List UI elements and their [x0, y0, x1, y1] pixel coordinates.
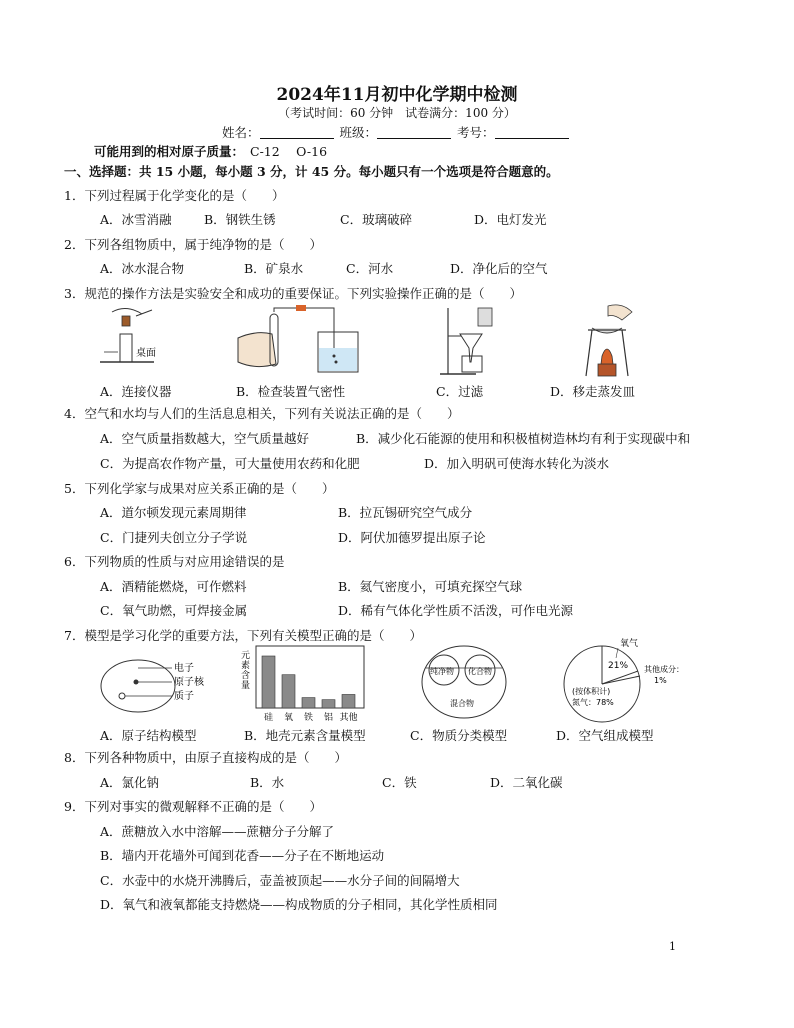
question-2-option-b: B．矿泉水 [244, 261, 304, 276]
question-4-option-b: B．减少化石能源的使用和积极植树造林均有利于实现碳中和 [356, 431, 691, 446]
test-tube [120, 334, 132, 362]
question-3-option-c: C．过滤 [436, 384, 484, 399]
question-7-stem: 7．模型是学习化学的重要方法，下列有关模型正确的是（ ） [64, 628, 422, 643]
air-label-other-pct: 1% [654, 676, 667, 685]
atom-label-proton: 质子 [174, 691, 194, 702]
question-4-option-d: D．加入明矾可使海水转化为淡水 [424, 456, 610, 471]
name-blank [260, 126, 334, 139]
question-2-option-d: D．净化后的空气 [450, 261, 548, 276]
name-label: 姓名： [222, 125, 260, 140]
hand-icon [608, 305, 632, 320]
question-4-option-a: A．空气质量指数越大，空气质量越好 [100, 431, 310, 446]
pouring-beaker [478, 308, 492, 326]
class-label-mixture: 混合物 [450, 699, 474, 708]
tripod-leg [622, 330, 628, 376]
air-composition-figure [560, 638, 688, 726]
atom-label-nucleus: 原子核 [174, 677, 204, 688]
section-heading: 一、选择题：共 15 小题，每小题 3 分，计 45 分。每小题只有一个选项是符合题意的。 [64, 164, 559, 179]
question-7-option-c: C．物质分类模型 [410, 728, 508, 743]
exam-subtitle: （考试时间：60 分钟 试卷满分：100 分） [278, 106, 516, 120]
crust-bar-1 [282, 675, 295, 708]
question-6-option-a: A．酒精能燃烧，可作燃料 [100, 579, 247, 594]
alcohol-lamp [598, 364, 616, 376]
crust-tick-label: 其他 [339, 713, 358, 723]
page-title: 2024年11月初中化学期中检测 [276, 85, 518, 105]
nucleus [119, 693, 125, 699]
rubber-tube [296, 305, 306, 311]
air-label-oxygen: 氧气 [620, 639, 639, 649]
bubble [335, 361, 338, 364]
question-1-option-d: D．电灯发光 [474, 212, 547, 227]
question-5-option-b: B．拉瓦锡研究空气成分 [338, 505, 473, 520]
airtight-check-figure [236, 304, 368, 380]
exam-number-blank [495, 126, 569, 139]
crust-element-chart [238, 644, 368, 724]
question-8-option-c: C．铁 [382, 775, 417, 790]
question-1-stem: 1．下列过程属于化学变化的是（ ） [64, 188, 285, 203]
question-2-option-a: A．冰水混合物 [100, 261, 185, 276]
question-1-option-b: B．钢铁生锈 [204, 212, 276, 227]
question-7-option-d: D．空气组成模型 [556, 728, 654, 743]
hand-outline [112, 308, 142, 314]
crust-ylabel-char: 量 [241, 681, 251, 691]
question-4-stem: 4．空气和水均与人们的生活息息相关，下列有关说法正确的是（ ） [64, 406, 460, 421]
filtration-figure [436, 304, 498, 380]
crust-tick-label: 铝 [323, 713, 334, 723]
air-label-other: 其他成分： [644, 665, 684, 674]
question-9-option-c: C．水壶中的水烧开沸腾后，壶盖被顶起——水分子间的间隔增大 [100, 873, 460, 888]
question-3-stem: 3．规范的操作方法是实验安全和成功的重要保证。下列实验操作正确的是（ ） [64, 286, 522, 301]
evaporating-dish-figure [578, 302, 638, 380]
crust-tick-label: 硅 [263, 713, 274, 723]
question-1-option-c: C．玻璃破碎 [340, 212, 413, 227]
class-label-pure: 纯净物 [430, 667, 454, 676]
question-8-option-d: D．二氧化碳 [490, 775, 563, 790]
desk-label: 桌面 [136, 348, 156, 359]
tripod-leg [586, 330, 592, 376]
student-info [222, 123, 571, 141]
question-6-option-c: C．氧气助燃，可焊接金属 [100, 603, 248, 618]
delivery-tube [274, 308, 334, 348]
question-8-option-a: A．氯化钠 [100, 775, 160, 790]
question-5-option-d: D．阿伏加德罗提出原子论 [338, 530, 486, 545]
question-5-option-a: A．道尔顿发现元素周期律 [100, 505, 247, 520]
crust-ylabel-char: 含 [241, 671, 251, 681]
class-label: 班级： [339, 125, 378, 140]
crust-bar-2 [302, 698, 315, 708]
question-3-option-d: D．移走蒸发皿 [550, 384, 636, 399]
water [319, 348, 357, 371]
air-label-note: (按体积计) [572, 687, 611, 696]
atom-model-figure [98, 646, 204, 724]
crust-ylabel-char: 元 [241, 651, 251, 661]
crust-bar-4 [342, 694, 355, 708]
question-6-option-b: B．氦气密度小，可填充探空气球 [338, 579, 523, 594]
question-8-stem: 8．下列各种物质中，由原子直接构成的是（ ） [64, 750, 347, 765]
atom-label-electron: 电子 [174, 663, 194, 674]
question-5-stem: 5．下列化学家与成果对应关系正确的是（ ） [64, 481, 335, 496]
question-8-option-b: B．水 [250, 775, 285, 790]
question-9-option-a: A．蔗糖放入水中溶解——蔗糖分子分解了 [100, 824, 335, 839]
bubble [333, 355, 336, 358]
question-5-option-c: C．门捷列夫创立分子学说 [100, 530, 248, 545]
atomic-mass-label: 可能用到的相对原子质量： [94, 144, 245, 159]
question-9-option-b: B．墙内开花墙外可闻到花香——分子在不断地运动 [100, 848, 385, 863]
atomic-mass-values: C-12 O-16 [250, 144, 328, 159]
atomic-mass-line [94, 142, 327, 160]
funnel [460, 334, 482, 362]
question-9-option-d: D．氧气和液氧都能支持燃烧——构成物质的分子相同，其化学性质相同 [100, 897, 498, 912]
rubber-stopper [122, 316, 130, 326]
air-label-nitrogen: 氮气：78% [572, 698, 614, 707]
question-7-option-b: B．地壳元素含量模型 [244, 728, 366, 743]
question-3-option-b: B．检查装置气密性 [236, 384, 346, 399]
question-7-option-a: A．原子结构模型 [100, 728, 197, 743]
crust-tick-label: 氧 [283, 713, 294, 723]
crust-ylabel-char: 素 [241, 661, 251, 671]
question-3-option-a: A．连接仪器 [100, 384, 172, 399]
air-label-oxygen-pct: 21% [608, 661, 629, 671]
question-6-stem: 6．下列物质的性质与对应用途错误的是 [64, 554, 285, 569]
crust-tick-label: 铁 [303, 713, 314, 723]
crust-chart-ylabel [241, 650, 250, 691]
classification-model-figure [418, 642, 514, 724]
question-2-stem: 2．下列各组物质中，属于纯净物的是（ ） [64, 237, 322, 252]
crust-bar-0 [262, 656, 275, 708]
question-1-option-a: A．冰雪消融 [100, 212, 172, 227]
question-6-option-d: D．稀有气体化学性质不活泼，可作电光源 [338, 603, 574, 618]
exam-number-label: 考号： [457, 125, 495, 140]
class-label-compound: 化合物 [468, 667, 492, 676]
connect-apparatus-figure [96, 304, 166, 378]
crust-bar-3 [322, 700, 335, 708]
question-2-option-c: C．河水 [346, 261, 394, 276]
page-number: 1 [669, 940, 676, 953]
class-blank [377, 126, 451, 139]
glass-tube [136, 310, 152, 316]
electron-dot [134, 680, 139, 685]
question-4-option-c: C．为提高农作物产量，可大量使用农药和化肥 [100, 456, 360, 471]
question-9-stem: 9．下列对事实的微观解释不正确的是（ ） [64, 799, 322, 814]
